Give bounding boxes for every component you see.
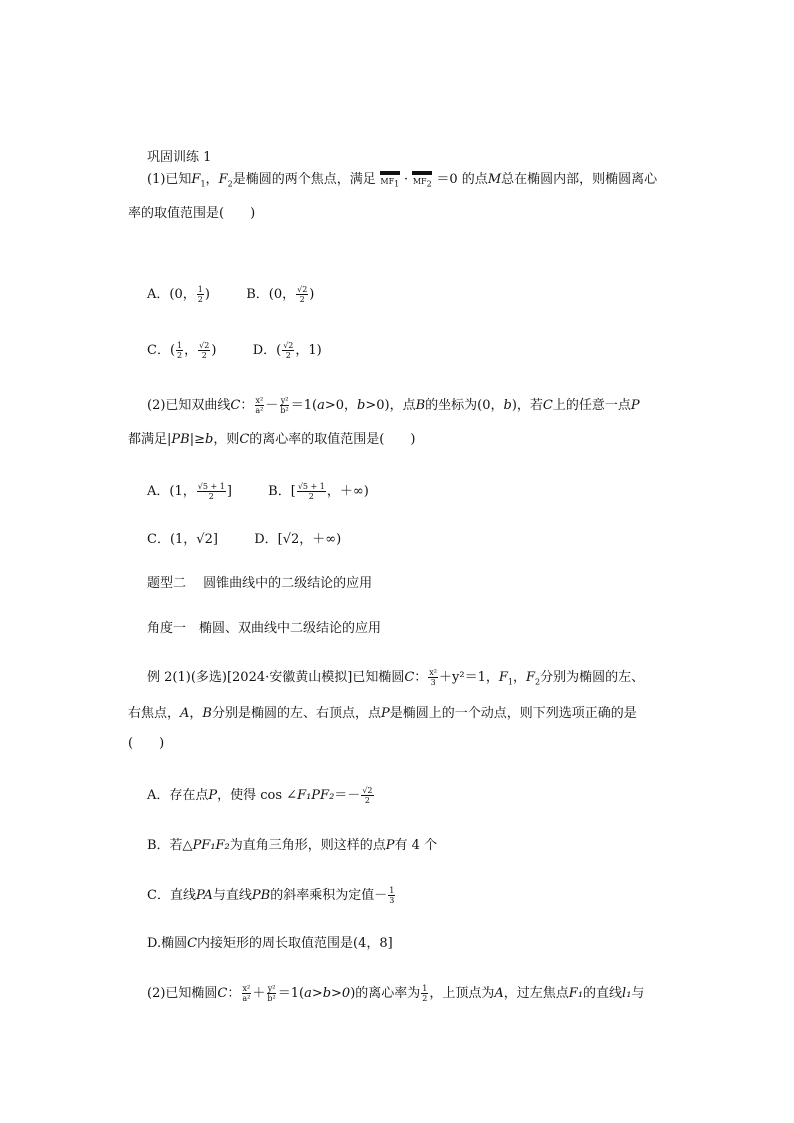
section-title: 巩固训练 1 — [147, 150, 212, 165]
q1-option-c: C．( $\frac{1}{2}$ ， $\frac{√2}{2}$ ) — [147, 341, 217, 360]
ex2-option-a: A．存在点P，使得 cos ∠F₁PF₂＝－ $\frac{√2}{2}$ — [147, 786, 373, 805]
q2-option-a: A．(1， $\frac{√5 + 1}{2}$ ] — [147, 482, 232, 501]
heading-type-two: 题型二 圆锥曲线中的二级结论的应用 — [147, 576, 373, 591]
ex2-line3: ( ) — [128, 736, 165, 751]
q2-options-cd — [147, 530, 341, 550]
q2-line1: (2)已知双曲线C： $\frac{\text{x²}}{\text{a²}}$ － $\frac{\text{y²}}{\text{b²}}$ ＝1(a>0，b>0)，点B的坐标为(0，b)，若C上的任意一点P — [147, 396, 640, 415]
q2-option-b: B．[ $\frac{√5 + 1}{2}$ ，＋∞) — [268, 482, 369, 501]
ex2b-line1: (2)已知椭圆C： $\frac{\text{x²}}{\text{a²}}$ ＋ $\frac{\text{y²}}{\text{b²}}$ ＝1(a>b>0)的离心率为 $\frac{1}{2}$ ，上顶点为A，过左焦点F₁的直线l₁与 — [147, 984, 645, 1003]
q1-option-a: A．(0， $\frac{1}{2}$ ) — [147, 285, 210, 304]
q1-options-ab — [147, 285, 314, 305]
vector-mf2: $MF_2$ — [412, 171, 432, 189]
heading-angle-one: 角度一 椭圆、双曲线中二级结论的应用 — [147, 621, 382, 636]
vector-mf1: $MF_1$ — [380, 171, 400, 189]
q1-options-cd — [147, 341, 322, 361]
ex2-option-b: B．若△PF₁F₂为直角三角形，则这样的点P有 4 个 — [147, 838, 438, 853]
q2-option-c: C．(1，√2] — [147, 532, 218, 547]
ex2-option-c: C．直线PA与直线PB的斜率乘积为定值－ $\frac{1}{3}$ — [147, 886, 395, 905]
q2-line2: 都满足|PB|≥b，则C的离心率的取值范围是( ) — [128, 432, 416, 447]
q1-option-b: B．(0， $\frac{√2}{2}$ ) — [246, 285, 315, 304]
q2-options-ab — [147, 482, 369, 502]
q1-line1: (1)已知$F_1$，$F_2$是椭圆的两个焦点，满足 $MF_1$ · $MF_2$ ＝0 的点M总在椭圆内部，则椭圆离心 — [147, 172, 658, 189]
q1-line2: 率的取值范围是( ) — [128, 206, 256, 221]
q2-option-d: D．[√2，＋∞) — [254, 532, 342, 547]
ex2-option-d: D.椭圆C内接矩形的周长取值范围是(4，8] — [147, 936, 393, 951]
q1-option-d: D．( $\frac{√2}{2}$ ，1) — [252, 341, 322, 360]
ex2-line1: 例 2(1)(多选)[2024·安徽黄山模拟]已知椭圆C： $\frac{\text{x²}}{3}$ ＋y²＝1，$F_1$，$F_2$分别为椭圆的左、 — [147, 668, 645, 687]
ex2-line2: 右焦点，A，B分别是椭圆的左、右顶点，点P是椭圆上的一个动点，则下列选项正确的是 — [128, 706, 637, 721]
